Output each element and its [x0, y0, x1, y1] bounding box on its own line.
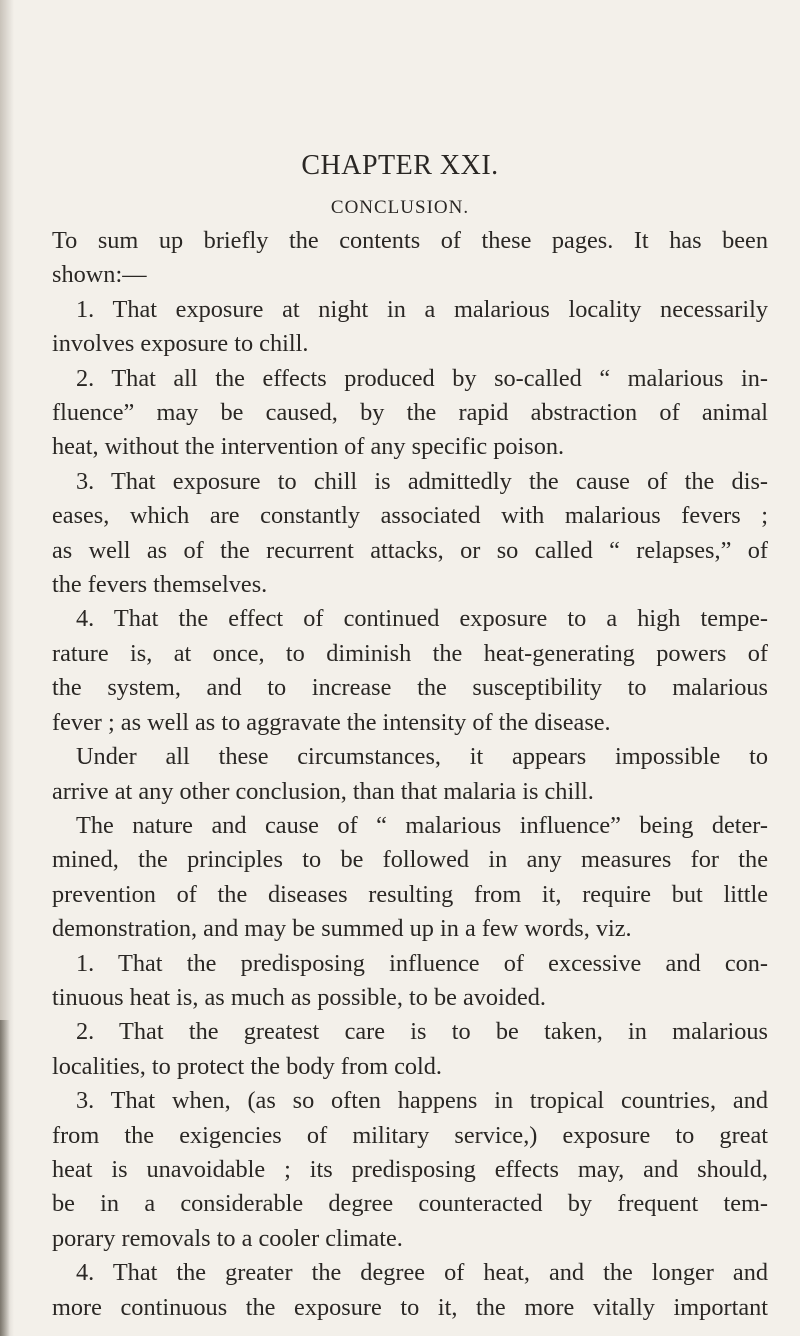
- text-line: from the exigencies of military service,) exposure to great: [52, 1121, 768, 1149]
- chapter-title: CHAPTER XXI.: [301, 150, 499, 181]
- text-line: arrive at any other conclusion, than that malaria is chill.: [52, 777, 594, 805]
- page-edge-shadow: [0, 1020, 10, 1336]
- text-line: 2. That all the effects produced by so-called “ malarious in-: [76, 364, 768, 392]
- text-line: 4. That the effect of continued exposure to a high tempe-: [76, 605, 768, 633]
- text-line: demonstration, and may be summed up in a few words, viz.: [52, 915, 632, 943]
- text-line: Under all these circumstances, it appears impossible to: [76, 743, 768, 771]
- text-line: be in a considerable degree counteracted by frequent tem-: [52, 1190, 768, 1218]
- text-line: 2. That the greatest care is to be taken, in malarious: [76, 1018, 768, 1046]
- text-line: To sum up briefly the contents of these pages. It has been: [52, 227, 768, 254]
- text-line: 3. That when, (as so often happens in tropical countries, and: [76, 1087, 768, 1115]
- text-line: the system, and to increase the susceptibility to malarious: [52, 674, 768, 702]
- text-line: more continuous the exposure to it, the more vitally important: [52, 1293, 768, 1321]
- text-line: the fevers themselves.: [52, 571, 268, 599]
- text-line: as well as of the recurrent attacks, or so called “ relapses,” of: [52, 536, 768, 564]
- body-text: [52, 224, 768, 1325]
- text-line: porary removals to a cooler climate.: [52, 1224, 403, 1252]
- text-line: rature is, at once, to diminish the heat-generating powers of: [52, 639, 768, 667]
- text-line: shown:—: [52, 261, 147, 289]
- text-line: heat is unavoidable ; its predisposing effects may, and should,: [52, 1155, 768, 1183]
- text-line: fluence” may be caused, by the rapid abstraction of animal: [52, 399, 768, 427]
- text-line: involves exposure to chill.: [52, 330, 309, 358]
- text-line: localities, to protect the body from cold.: [52, 1052, 442, 1080]
- text-line: mined, the principles to be followed in any measures for the: [52, 846, 768, 874]
- text-line: 1. That the predisposing influence of excessive and con-: [76, 949, 768, 977]
- text-line: fever ; as well as to aggravate the intensity of the disease.: [52, 708, 611, 736]
- text-line: The nature and cause of “ malarious influence” being deter-: [76, 811, 768, 839]
- text-line: prevention of the diseases resulting from it, require but little: [52, 880, 768, 908]
- section-title: CONCLUSION.: [330, 197, 470, 218]
- text-line: heat, without the intervention of any specific poison.: [52, 433, 565, 461]
- text-line: 1. That exposure at night in a malarious locality necessarily: [76, 295, 768, 323]
- text-line: 4. That the greater the degree of heat, and the longer and: [76, 1259, 768, 1287]
- text-line: 3. That exposure to chill is admittedly the cause of the dis-: [76, 467, 768, 495]
- text-line: tinuous heat is, as much as possible, to be avoided.: [52, 983, 546, 1011]
- text-line: eases, which are constantly associated with malarious fevers ;: [52, 502, 768, 530]
